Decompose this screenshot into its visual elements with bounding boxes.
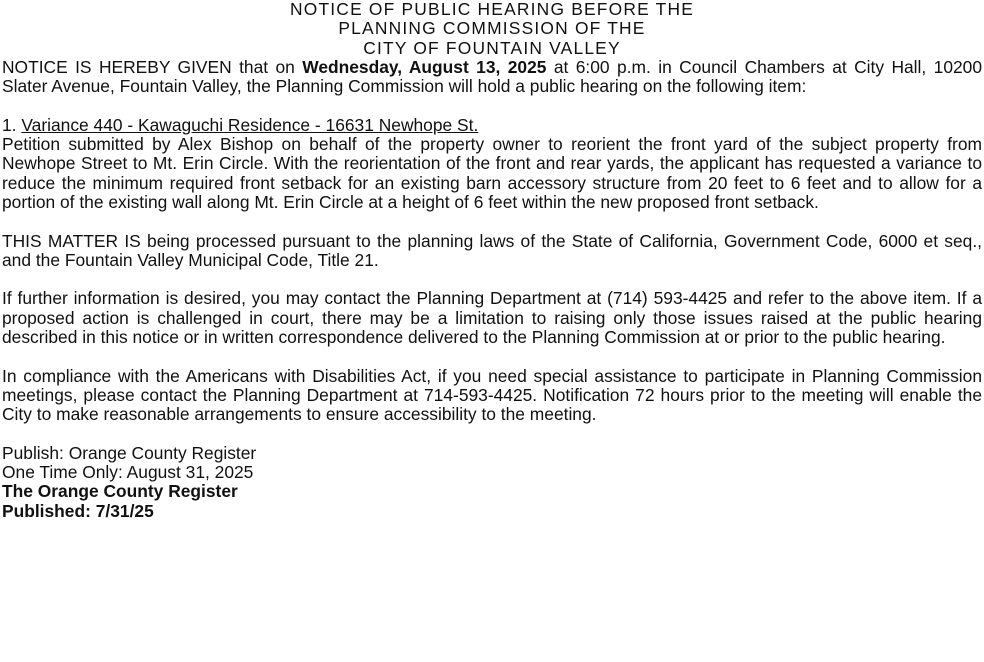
hearing-date: Wednesday, August 13, 2025 — [302, 56, 547, 77]
agenda-item-number: 1. — [2, 114, 22, 135]
spacer — [2, 270, 982, 289]
matter-paragraph: THIS MATTER IS being processed pursuant to the planning laws of the State of California, Government Code, 6000 et seq., and the Fountain Valley Municipal Code, Title 21. — [2, 230, 982, 270]
spacer — [2, 212, 982, 231]
newspaper-name: The Orange County Register — [2, 481, 238, 502]
agenda-item-description: Petition submitted by Alex Bishop on behalf of the property owner to reorient the front yard of the subject property from Newhope Street to Mt. Erin Circle. With the reorientation of the front and rear yards, the applicant has requested a variance to reduce the minimum required front setback for an existing barn accessory structure from 20 feet to 6 feet and to allow for a portion of the existing wall along Mt. Erin Circle at a height of 6 feet within the new proposed front setback. — [2, 134, 982, 212]
spacer — [2, 96, 982, 115]
notice-heading-line1: NOTICE OF PUBLIC HEARING BEFORE THE — [289, 0, 695, 19]
agenda-item-heading — [2, 116, 982, 135]
spacer — [2, 347, 982, 366]
intro-text: NOTICE IS HEREBY GIVEN that on — [2, 56, 303, 77]
notice-heading-line3: CITY OF FOUNTAIN VALLEY — [363, 37, 621, 58]
published-date: Published: 7/31/25 — [2, 500, 154, 521]
frequency-line: One Time Only: August 31, 2025 — [2, 462, 254, 483]
intro-paragraph — [2, 58, 982, 97]
notice-heading-line2: PLANNING COMMISSION OF THE — [338, 18, 646, 39]
intro-text-continued: at 6:00 p.m. in Council Chambers at City Hall, 10200 Slater Avenue, Fountain Valley, the Planning Commission will hold a public hearing on the following item: — [2, 56, 983, 97]
publish-line: Publish: Orange County Register — [2, 442, 257, 463]
info-paragraph: If further information is desired, you may contact the Planning Department at (714) 593-4425 and refer to the above item. If a proposed action is challenged in court, there may be a limitation to raising only those issues raised at the public hearing described in this notice or in written correspondence delivered to the Planning Commission at or prior to the public hearing. — [2, 288, 982, 348]
agenda-item-title: Variance 440 - Kawaguchi Residence - 16631 Newhope St. — [21, 114, 479, 135]
spacer — [2, 425, 982, 444]
ada-paragraph: In compliance with the Americans with Disabilities Act, if you need special assistance to participate in Planning Commission meetings, please contact the Planning Department at 714-593-4425. Notification 72 hours prior to the meeting will enable the City to make reasonable arrangements to ensure accessibility to the meeting. — [2, 365, 982, 425]
